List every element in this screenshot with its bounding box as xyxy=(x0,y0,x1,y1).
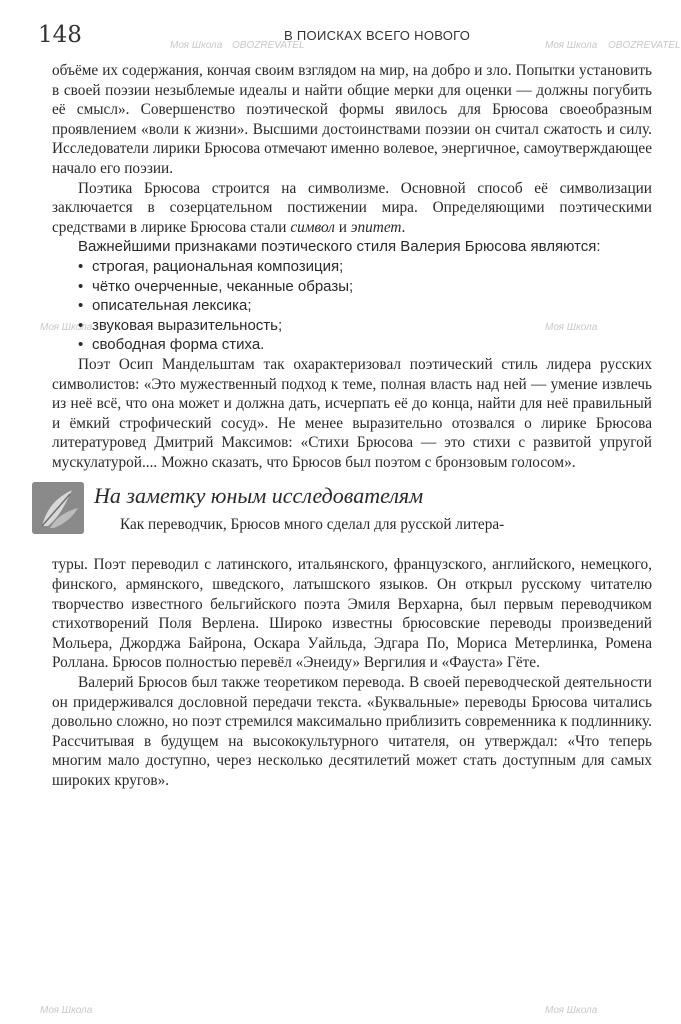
paragraph-text: Поэтика Брюсова строится на символизме. Основной способ её символизации заключается в созерцательном постижении мира. Определяющими поэтическими средствами в лирике Брюсова стали xyxy=(52,179,652,236)
italic-term: эпитет xyxy=(350,218,402,236)
body-paragraph xyxy=(52,179,652,238)
leaf-icon xyxy=(32,482,84,534)
watermark-text: Моя Школа xyxy=(40,322,93,333)
note-paragraph: туры. Поэт переводил с латинского, итальянского, французского, английского, немецкого, финского, армянского, шведского, латышского языков. Он открыл русскому читателю творчество известного бельгийского поэта Эмиля Верхарна, был первым переводчиком стихотворений Поля Верлена. Широко известны брюсовские переводы произведений Мольера, Джорджа Байрона, Оскара Уайльда, Эдгара По, Мориса Метерлинка, Ромена Роллана. Брюсов полностью перевёл «Энеиду» Вергилия и «Фауста» Гёте. xyxy=(52,556,652,672)
punctuation-text: . xyxy=(401,218,406,236)
list-item-text: чётко очерченные, чеканные образы; xyxy=(92,277,354,295)
features-lead: Важнейшими признаками поэтического стиля Валерия Брюсова являются: xyxy=(78,238,601,256)
italic-term: символ xyxy=(290,218,335,236)
watermark-text: Моя Школа xyxy=(545,40,598,51)
list-item-text: свободная форма стиха. xyxy=(92,336,265,354)
features-list xyxy=(52,257,652,355)
running-title: В ПОИСКАХ ВСЕГО НОВОГО xyxy=(284,28,471,43)
watermark-text: Моя Школа xyxy=(170,40,223,51)
body-paragraph: объёме их содержания, кончая своим взглядом на мир, на добро и зло. Попытки установить в своей поэзии незыблемые идеалы и найти общие мерки для оценки — должны погубить её смысл». Совершенство поэтической формы явилось для Брюсова своеобразным проявлением «воли к жизни». Высшими достоинствами поэзии он считал сжатость и силу. Исследователи лирики Брюсова отмечают именно волевое, энергичное, самоутверждающее начало его поэзии. xyxy=(52,62,652,177)
list-item xyxy=(52,296,652,316)
note-first-line: Как переводчик, Брюсов много сделал для русской литера- xyxy=(120,516,505,534)
list-item xyxy=(52,277,652,297)
body-paragraph: Поэт Осип Мандельштам так охарактеризовал поэтический стиль лидера русских символистов: «Это мужественный подход к теме, полная власть над ней — умение извлечь из неё всё, что она может и должна дать, исчерпать её до конца, найти для неё правильный и ёмкий строфический сосуд». Не менее выразительно отозвался о лирике Брюсова литературовед Дмитрий Максимов: «Стихи Брюсова — это стихи с развитой упругой мускулатурой.... Можно сказать, что Брюсов был поэтом с бронзовым голосом». xyxy=(52,355,652,471)
conjunction-text: и xyxy=(334,218,351,236)
watermark-text: Моя Школа xyxy=(40,1005,93,1016)
list-item xyxy=(52,335,652,355)
watermark-text: OBOZREVATEL xyxy=(232,40,305,51)
page-number: 148 xyxy=(38,22,82,48)
note-title: На заметку юным исследователям xyxy=(94,483,424,509)
watermark-text: Моя Школа xyxy=(545,1005,598,1016)
list-item-text: строгая, рациональная композиция; xyxy=(92,257,344,275)
note-paragraph: Валерий Брюсов был также теоретиком перевода. В своей переводческой деятельности он придерживался дословной передачи текста. «Буквальные» переводы Брюсова читались довольно сложно, но поэт стремился максимально приблизить современника к подлиннику. Рассчитывая в будущем на высококультурного читателя, он утверждал: «Что теперь многим мало доступно, через несколько десятилетий может стать доступным для самых широких кругов». xyxy=(52,674,652,789)
list-item xyxy=(52,257,652,277)
note-header xyxy=(52,482,652,568)
watermark-text: OBOZREVATEL xyxy=(608,40,681,51)
watermark-text: Моя Школа xyxy=(545,322,598,333)
list-item xyxy=(52,316,652,336)
list-item-text: описательная лексика; xyxy=(92,297,252,315)
page-body xyxy=(52,61,652,791)
list-item-text: звуковая выразительность; xyxy=(92,316,283,334)
